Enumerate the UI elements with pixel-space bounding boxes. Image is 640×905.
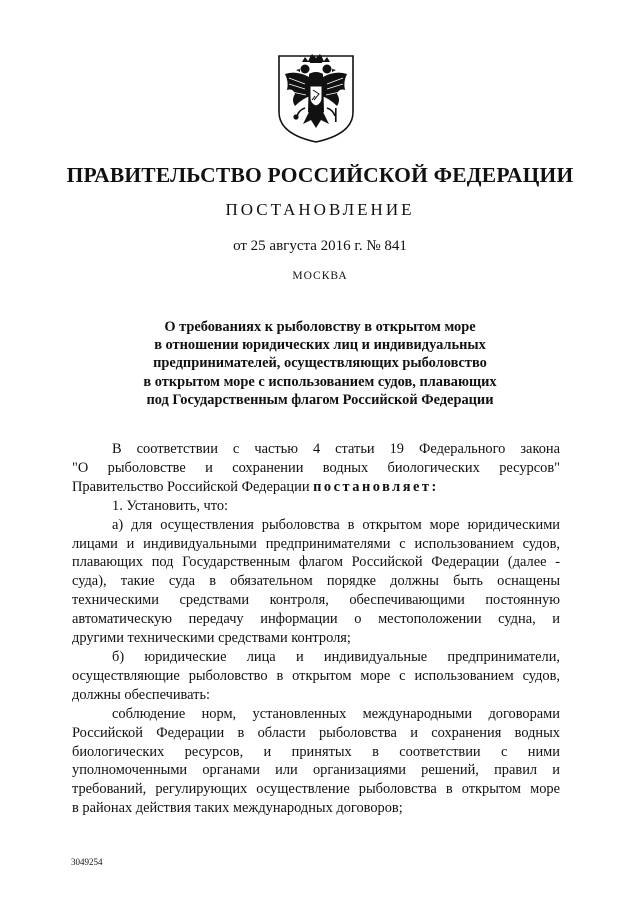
text-line: осуществляющие рыболовство в открытом море с использованием судов, [72,667,560,684]
text-line: в районах действия таких международных договоров; [72,800,403,817]
paragraph-preamble [72,440,560,497]
text-line: уполномоченными органами или организациями решений, правил и [72,762,560,779]
text-line: Российской Федерации в области рыболовства и сохранения водных [72,724,560,741]
text-line: лицами и индивидуальными предпринимателями с использованием судов, [72,535,560,552]
decree-keyword: постановляет: [313,478,439,495]
text-line: В соответствии с частью 4 статьи 19 Федерального закона [112,441,560,457]
text-line: б) юридические лица и индивидуальные предприниматели, [112,648,560,665]
text-line: требований, регулирующих осуществление рыболовства в открытом море [72,781,560,798]
text-line: соблюдение норм, установленных международными договорами [112,705,560,722]
document-title [100,318,540,409]
title-line: О требованиях к рыболовству в открытом море [164,319,476,335]
document-id-number: 3049254 [71,857,103,867]
organization-name: ПРАВИТЕЛЬСТВО РОССИЙСКОЙ ФЕДЕРАЦИИ [66,163,574,187]
text-line: автоматическую передачу информации о местоположении судна, и [72,611,560,628]
document-type: ПОСТАНОВЛЕНИЕ [225,200,415,219]
text-line: плавающих под Государственным флагом Российской Федерации (далее - [72,554,560,571]
paragraph-item-b [72,648,560,705]
paragraph-item-a [72,516,560,648]
text-line: должны обеспечивать: [72,686,211,703]
document-date-number: от 25 августа 2016 г. № 841 [233,238,407,254]
text-line: "О рыболовстве и сохранении водных биологических ресурсов" [72,459,560,476]
document-body [72,440,560,818]
title-line: предпринимателей, осуществляющих рыболовство [153,355,487,372]
text-line: техническими средствами контроля, обеспечивающими постоянную [72,592,560,609]
paragraph-item-1 [72,497,560,516]
title-line: в открытом море с использованием судов, плавающих [143,373,497,390]
text-fragment: Правительство Российской Федерации [72,478,314,495]
text-line: другими техническими средствами контроля; [72,630,351,647]
text-line: 1. Установить, что: [112,497,229,514]
text-line: биологических ресурсов, и принятых в соответствии с ними [72,743,560,760]
document-city: МОСКВА [292,270,348,282]
text-line: а) для осуществления рыболовства в открытом море юридическими [112,516,560,533]
paragraph-compliance [72,705,560,818]
title-line: в отношении юридических лиц и индивидуальных [154,337,486,354]
russian-coat-of-arms-icon [275,52,357,144]
text-line: суда), такие суда в обязательном порядке должны быть оснащены [72,573,560,590]
title-line: под Государственным флагом Российской Федерации [146,391,494,408]
text-line [72,478,560,497]
